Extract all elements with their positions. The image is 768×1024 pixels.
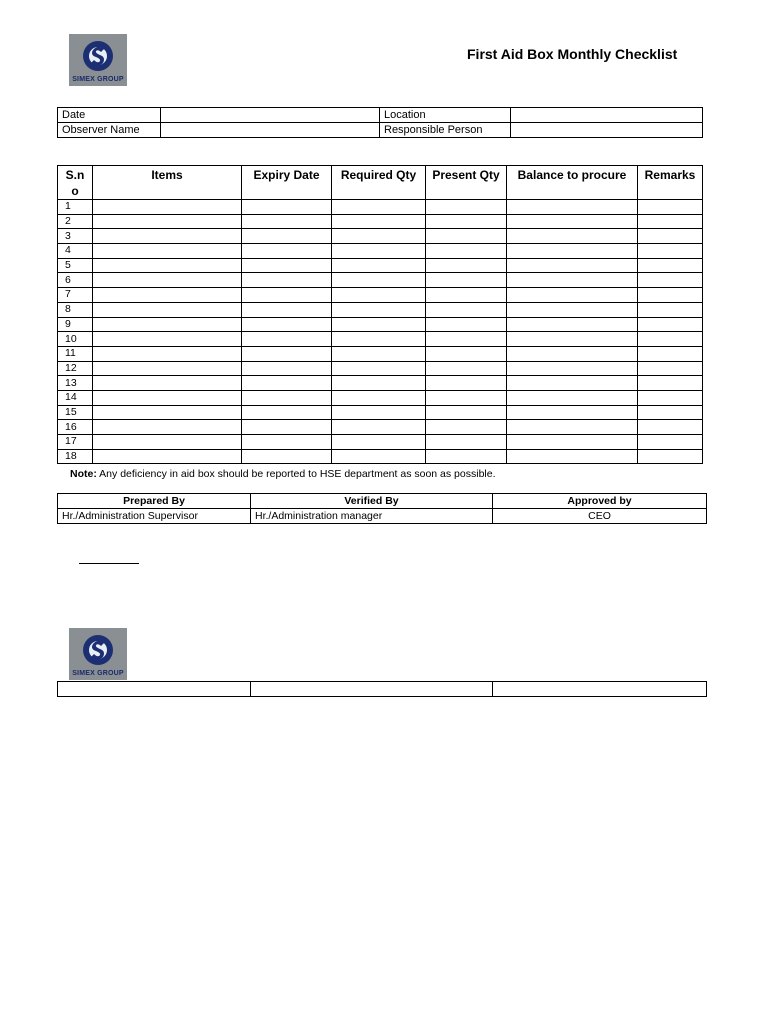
table-cell[interactable] [93, 376, 242, 391]
table-cell[interactable] [93, 288, 242, 303]
table-cell[interactable] [93, 244, 242, 259]
table-cell[interactable] [242, 273, 332, 288]
table-cell[interactable] [638, 273, 703, 288]
table-cell[interactable] [638, 346, 703, 361]
table-cell[interactable] [93, 346, 242, 361]
table-cell[interactable] [426, 420, 507, 435]
table-row [58, 376, 703, 391]
table-cell[interactable] [332, 376, 426, 391]
note-label: Note: [70, 468, 97, 480]
approved-by-value[interactable]: CEO [493, 509, 707, 524]
table-row [58, 449, 703, 464]
table-cell[interactable] [507, 244, 638, 259]
header-items: Items [93, 166, 242, 200]
observer-field[interactable] [161, 123, 380, 138]
row-number: 7 [58, 288, 93, 303]
table-cell[interactable] [507, 302, 638, 317]
table-cell[interactable] [242, 449, 332, 464]
table-cell[interactable] [242, 420, 332, 435]
table-cell[interactable] [638, 376, 703, 391]
table-cell[interactable] [507, 273, 638, 288]
table-cell[interactable] [332, 258, 426, 273]
table-cell[interactable] [638, 214, 703, 229]
table-cell[interactable] [507, 258, 638, 273]
signoff-table [57, 493, 707, 524]
row-number: 15 [58, 405, 93, 420]
table-cell[interactable] [426, 346, 507, 361]
table-cell[interactable] [638, 244, 703, 259]
table-cell[interactable] [507, 288, 638, 303]
row-number: 4 [58, 244, 93, 259]
table-row [58, 346, 703, 361]
table-row [58, 420, 703, 435]
table-cell[interactable] [507, 214, 638, 229]
checklist-header-row [58, 166, 703, 200]
row-number: 18 [58, 449, 93, 464]
row-number: 11 [58, 346, 93, 361]
company-logo-footer [69, 628, 127, 680]
table-cell[interactable] [507, 200, 638, 215]
table-cell[interactable] [638, 288, 703, 303]
note [70, 468, 496, 480]
table-row [58, 288, 703, 303]
table-cell[interactable] [507, 390, 638, 405]
row-number: 5 [58, 258, 93, 273]
table-cell[interactable] [426, 302, 507, 317]
table-cell[interactable] [507, 229, 638, 244]
table-cell[interactable] [507, 449, 638, 464]
table-cell[interactable] [426, 214, 507, 229]
table-cell[interactable] [242, 288, 332, 303]
table-cell[interactable] [93, 390, 242, 405]
table-row [58, 390, 703, 405]
row-number: 8 [58, 302, 93, 317]
table-cell[interactable] [242, 200, 332, 215]
row-number: 10 [58, 332, 93, 347]
table-cell[interactable] [242, 346, 332, 361]
logo-text-footer: SIMEX GROUP [72, 670, 124, 677]
table-cell[interactable] [426, 332, 507, 347]
table-cell[interactable] [93, 302, 242, 317]
divider-line [79, 563, 139, 564]
table-cell[interactable] [638, 302, 703, 317]
table-cell[interactable] [638, 405, 703, 420]
table-cell[interactable] [242, 244, 332, 259]
table-cell[interactable] [426, 273, 507, 288]
table-cell[interactable] [426, 405, 507, 420]
table-row [58, 229, 703, 244]
table-cell[interactable] [93, 332, 242, 347]
table-cell[interactable] [507, 346, 638, 361]
table-cell[interactable] [426, 390, 507, 405]
responsible-label: Responsible Person [380, 123, 511, 138]
table-cell[interactable] [242, 332, 332, 347]
location-label: Location [380, 108, 511, 123]
table-cell[interactable] [638, 229, 703, 244]
table-cell[interactable] [638, 258, 703, 273]
table-row [58, 405, 703, 420]
table-cell[interactable] [93, 435, 242, 450]
table-cell[interactable] [332, 288, 426, 303]
table-cell[interactable] [507, 420, 638, 435]
table-cell[interactable] [426, 317, 507, 332]
table-cell[interactable] [332, 317, 426, 332]
table-row [58, 200, 703, 215]
table-cell[interactable] [93, 214, 242, 229]
table-row [58, 214, 703, 229]
table-cell[interactable] [426, 449, 507, 464]
header-required-qty: Required Qty [332, 166, 426, 200]
observer-label: Observer Name [58, 123, 161, 138]
table-cell[interactable] [93, 405, 242, 420]
table-row [58, 317, 703, 332]
date-label: Date [58, 108, 161, 123]
row-number: 6 [58, 273, 93, 288]
logo-text: SIMEX GROUP [72, 76, 124, 83]
table-cell[interactable] [242, 361, 332, 376]
table-cell[interactable] [332, 244, 426, 259]
table-cell[interactable] [332, 273, 426, 288]
row-number: 12 [58, 361, 93, 376]
header-expiry-date: Expiry Date [242, 166, 332, 200]
table-cell[interactable] [93, 361, 242, 376]
table-cell[interactable] [242, 229, 332, 244]
company-logo [69, 34, 127, 86]
table-cell[interactable] [507, 332, 638, 347]
table-row [58, 332, 703, 347]
footer-table [57, 681, 707, 697]
footer-cell[interactable] [58, 682, 251, 697]
table-cell[interactable] [638, 435, 703, 450]
table-cell[interactable] [426, 376, 507, 391]
header-remarks: Remarks [638, 166, 703, 200]
table-cell[interactable] [242, 302, 332, 317]
prepared-by-value[interactable]: Hr./Administration Supervisor [58, 509, 251, 524]
table-cell[interactable] [332, 229, 426, 244]
table-row [58, 361, 703, 376]
table-cell[interactable] [332, 420, 426, 435]
row-number: 17 [58, 435, 93, 450]
footer-cell[interactable] [251, 682, 493, 697]
footer-cell[interactable] [493, 682, 707, 697]
table-cell[interactable] [242, 435, 332, 450]
table-row [58, 258, 703, 273]
table-cell[interactable] [638, 361, 703, 376]
table-cell[interactable] [638, 420, 703, 435]
table-cell[interactable] [638, 449, 703, 464]
table-cell[interactable] [426, 288, 507, 303]
table-cell[interactable] [332, 346, 426, 361]
row-number: 13 [58, 376, 93, 391]
table-row [58, 435, 703, 450]
table-cell[interactable] [93, 229, 242, 244]
header-sno: S.n o [58, 166, 93, 200]
page-title: First Aid Box Monthly Checklist [467, 46, 678, 62]
info-table [57, 107, 703, 138]
table-cell[interactable] [426, 258, 507, 273]
table-row [58, 244, 703, 259]
table-cell[interactable] [93, 273, 242, 288]
table-cell[interactable] [332, 435, 426, 450]
table-row [58, 302, 703, 317]
table-cell[interactable] [638, 390, 703, 405]
table-cell[interactable] [242, 376, 332, 391]
table-cell[interactable] [242, 214, 332, 229]
table-cell[interactable] [93, 420, 242, 435]
table-cell[interactable] [426, 229, 507, 244]
table-row [58, 273, 703, 288]
table-cell[interactable] [332, 214, 426, 229]
table-cell[interactable] [332, 449, 426, 464]
table-cell[interactable] [242, 405, 332, 420]
table-cell[interactable] [638, 200, 703, 215]
table-cell[interactable] [638, 317, 703, 332]
row-number: 16 [58, 420, 93, 435]
table-cell[interactable] [242, 317, 332, 332]
responsible-field[interactable] [511, 123, 703, 138]
table-cell[interactable] [332, 390, 426, 405]
table-cell[interactable] [426, 200, 507, 215]
row-number: 9 [58, 317, 93, 332]
table-cell[interactable] [507, 317, 638, 332]
row-number: 14 [58, 390, 93, 405]
checklist-table [57, 165, 703, 464]
table-cell[interactable] [93, 200, 242, 215]
table-cell[interactable] [426, 244, 507, 259]
table-cell[interactable] [93, 258, 242, 273]
table-cell[interactable] [507, 376, 638, 391]
approved-by-label: Approved by [493, 494, 707, 509]
row-number: 1 [58, 200, 93, 215]
table-cell[interactable] [426, 435, 507, 450]
header-present-qty: Present Qty [426, 166, 507, 200]
table-cell[interactable] [332, 302, 426, 317]
table-cell[interactable] [426, 361, 507, 376]
header-balance: Balance to procure [507, 166, 638, 200]
row-number: 2 [58, 214, 93, 229]
date-field[interactable] [161, 108, 380, 123]
table-cell[interactable] [332, 200, 426, 215]
table-cell[interactable] [93, 449, 242, 464]
note-text: Any deficiency in aid box should be reported to HSE department as soon as possible. [96, 468, 496, 480]
table-cell[interactable] [332, 361, 426, 376]
verified-by-value[interactable]: Hr./Administration manager [251, 509, 493, 524]
verified-by-label: Verified By [251, 494, 493, 509]
table-cell[interactable] [332, 332, 426, 347]
row-number: 3 [58, 229, 93, 244]
table-cell[interactable] [507, 435, 638, 450]
table-cell[interactable] [93, 317, 242, 332]
location-field[interactable] [511, 108, 703, 123]
table-cell[interactable] [242, 258, 332, 273]
prepared-by-label: Prepared By [58, 494, 251, 509]
table-cell[interactable] [242, 390, 332, 405]
table-cell[interactable] [507, 361, 638, 376]
table-cell[interactable] [507, 405, 638, 420]
table-cell[interactable] [638, 332, 703, 347]
table-cell[interactable] [332, 405, 426, 420]
